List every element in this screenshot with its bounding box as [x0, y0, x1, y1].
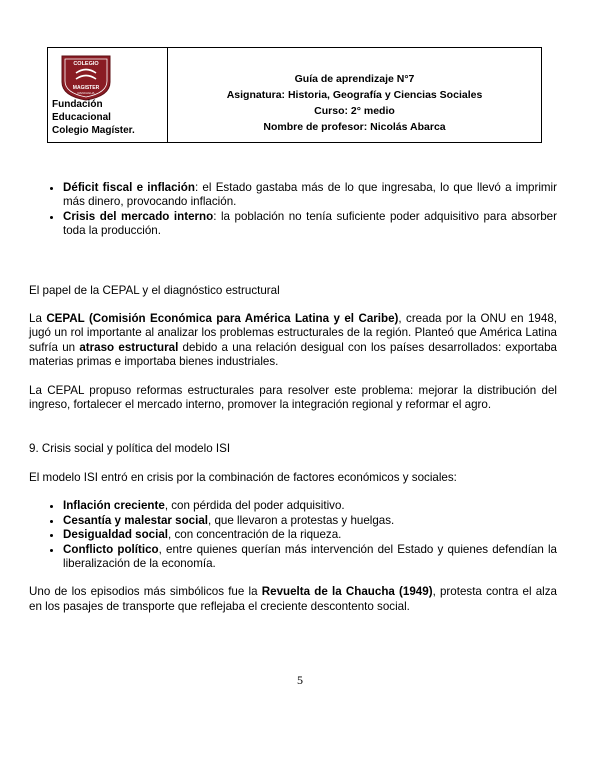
cepal-paragraph-2: La CEPAL propuso reformas estructurales para resolver este problema: mejorar la distribución del ingreso, fortalecer el mercado interno, promover la integración regional y reformar el agro.	[29, 383, 557, 412]
cepal-heading: El papel de la CEPAL y el diagnóstico estructural	[29, 283, 280, 297]
logo-top-text: COLEGIO	[73, 61, 99, 67]
page-content	[29, 181, 557, 614]
logo-bottom-text: MAGISTER	[72, 85, 100, 91]
institution-line: Colegio Magíster.	[52, 125, 135, 136]
school-logo	[54, 52, 118, 102]
list-item: • Conflicto político, entre quienes querían más intervención del Estado y quienes defendían la liberalización de la economía.	[63, 543, 557, 572]
bullet-list-causes	[29, 181, 557, 239]
institution-line: Fundación	[52, 99, 103, 110]
list-item: • Cesantía y malestar social, que llevaron a protestas y huelgas.	[63, 514, 557, 528]
logo-small-text: RANCAGUA	[77, 91, 95, 95]
page-number: 5	[297, 673, 303, 687]
institution-name	[52, 98, 135, 137]
closing-paragraph: Uno de los episodios más simbólicos fue la Revuelta de la Chaucha (1949), protesta contra el alza en los pasajes de transporte que reflejaba el creciente descontento social.	[29, 585, 557, 613]
header-box	[47, 47, 542, 143]
institution-line: Educacional	[52, 112, 111, 123]
header-logo-cell	[48, 48, 168, 142]
cepal-paragraph-1: La CEPAL (Comisión Económica para América Latina y el Caribe), creada por la ONU en 1948, jugó un rol importante al analizar los problemas estructurales de la región. Planteó que América Latina sufría un atraso estructural debido a una relación desigual con los países desarrollados: exportaba materias primas e importaba bienes industriales.	[29, 312, 557, 369]
course-line: Curso: 2° medio	[314, 105, 395, 117]
list-item: • Desigualdad social, con concentración de la riqueza.	[63, 528, 557, 542]
list-item: • Déficit fiscal e inflación: el Estado gastaba más de lo que ingresaba, lo que llevó a imprimir más dinero, provocando inflación.	[63, 181, 557, 210]
list-item: • Inflación creciente, con pérdida del poder adquisitivo.	[63, 499, 557, 513]
section9-intro: El modelo ISI entró en crisis por la combinación de factores económicos y sociales:	[29, 470, 457, 484]
subject-line: Asignatura: Historia, Geografía y Ciencias Sociales	[226, 89, 483, 101]
section9-heading: 9. Crisis social y política del modelo ISI	[29, 442, 231, 456]
bullet-list-crisis	[29, 499, 557, 571]
list-item: • Crisis del mercado interno: la población no tenía suficiente poder adquisitivo para absorber toda la producción.	[63, 210, 557, 239]
guide-title: Guía de aprendizaje N°7	[294, 73, 415, 85]
header-info	[168, 48, 541, 142]
teacher-line: Nombre de profesor: Nicolás Abarca	[263, 121, 446, 133]
